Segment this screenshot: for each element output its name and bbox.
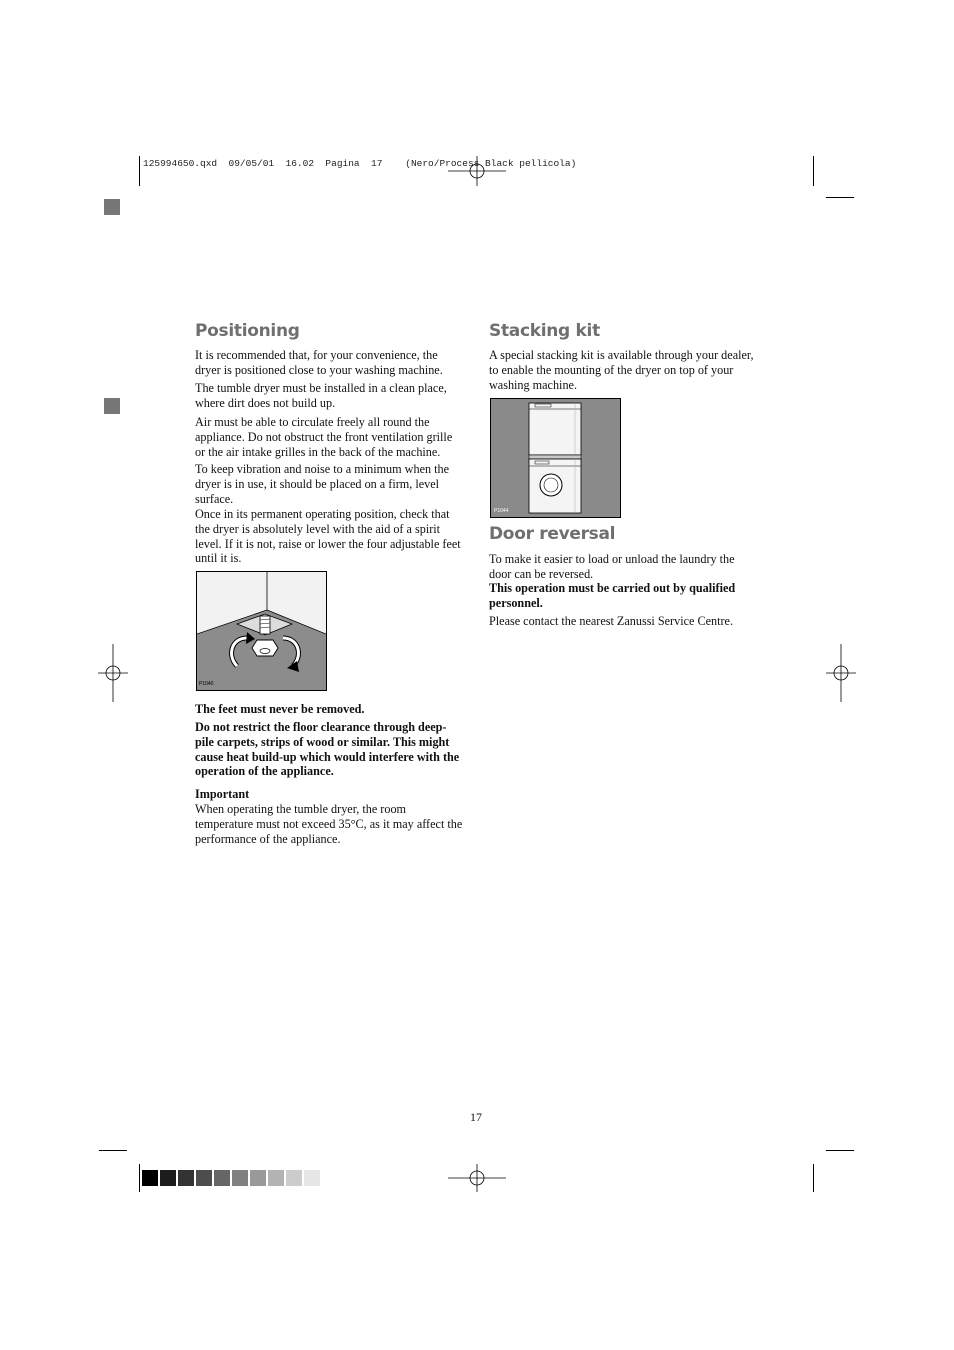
crop-mark: [826, 1150, 854, 1151]
calibration-swatch: [268, 1170, 284, 1186]
paragraph: The tumble dryer must be installed in a clean place, where dirt does not build up.: [195, 381, 447, 410]
paragraph: A special stacking kit is available through your dealer, to enable the mounting of the dryer on top of your washing machine.: [489, 348, 754, 392]
calibration-swatch: [286, 1170, 302, 1186]
adjustable-foot-figure: [196, 571, 327, 691]
registration-mark: [826, 644, 856, 702]
calibration-swatch: [232, 1170, 248, 1186]
registration-mark: [448, 1164, 506, 1192]
crop-mark: [826, 197, 854, 198]
calibration-swatch: [304, 1170, 320, 1186]
calibration-swatch: [160, 1170, 176, 1186]
crop-mark: [139, 1164, 140, 1192]
crop-mark: [139, 156, 140, 186]
important-heading: Important: [195, 787, 250, 801]
calibration-swatch: [214, 1170, 230, 1186]
stacked-appliances-illustration: [491, 399, 620, 517]
registration-mark: [448, 156, 506, 186]
figure-code: P1044: [494, 508, 509, 514]
stacking-kit-figure: [490, 398, 621, 518]
page-number: 17: [470, 1110, 482, 1124]
warning-text: Do not restrict the floor clearance through deep-pile carpets, strips of wood or similar. This might cause heat build-up which would interfere with the operation of the appliance.: [195, 720, 460, 779]
crop-mark: [99, 1150, 127, 1151]
figure-code: P1040: [199, 681, 214, 687]
calibration-swatch: [142, 1170, 158, 1186]
section-title-positioning: Positioning: [195, 321, 300, 341]
print-slug: 125994650.qxd 09/05/01 16.02 Pagina 17 (Nero/Process Black pellicola): [143, 158, 577, 169]
warning-text: The feet must never be removed.: [195, 702, 365, 716]
crop-mark: [813, 156, 814, 186]
registration-mark: [98, 644, 128, 702]
calibration-swatch: [178, 1170, 194, 1186]
section-title-stacking-kit: Stacking kit: [489, 321, 600, 341]
calibration-swatch: [196, 1170, 212, 1186]
paragraph: To make it easier to load or unload the laundry the door can be reversed.: [489, 552, 735, 581]
adjustable-foot-illustration: [197, 572, 326, 690]
color-block: [104, 199, 120, 215]
paragraph: Once in its permanent operating position, check that the dryer is absolutely level with the aid of a spirit level. If it is not, raise or lower the four adjustable feet until it is.: [195, 507, 461, 566]
section-title-door-reversal: Door reversal: [489, 524, 616, 544]
calibration-swatch: [250, 1170, 266, 1186]
crop-mark: [813, 1164, 814, 1192]
important-text: When operating the tumble dryer, the room temperature must not exceed 35°C, as it may affect the performance of the appliance.: [195, 802, 463, 846]
paragraph: To keep vibration and noise to a minimum when the dryer is in use, it should be placed on a firm, level surface.: [195, 462, 450, 506]
warning-text: This operation must be carried out by qualified personnel.: [489, 581, 736, 610]
paragraph: It is recommended that, for your convenience, the dryer is positioned close to your washing machine.: [195, 348, 443, 377]
color-block: [104, 398, 120, 414]
paragraph: Air must be able to circulate freely all round the appliance. Do not obstruct the front ventilation grille or the air intake grilles in the back of the machine.: [195, 415, 453, 459]
paragraph: Please contact the nearest Zanussi Service Centre.: [489, 614, 733, 628]
